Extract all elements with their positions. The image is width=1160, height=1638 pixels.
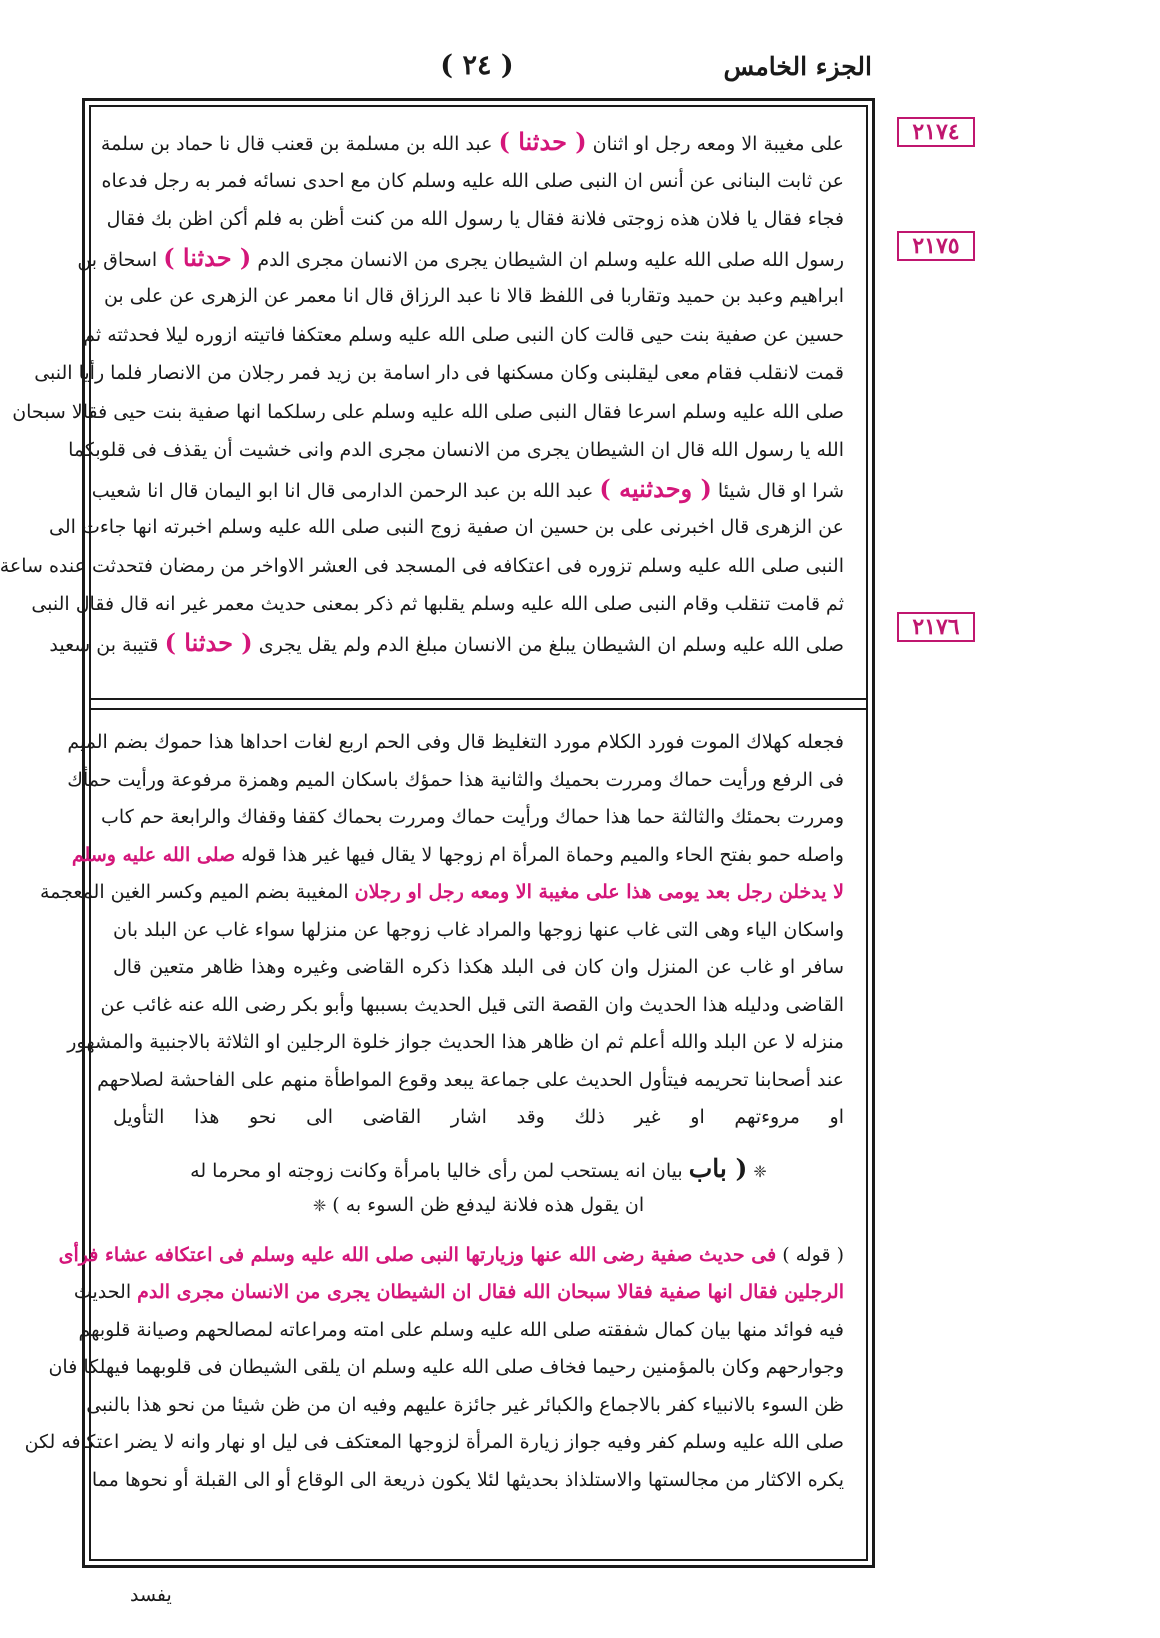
- text-line: [71, 837, 844, 875]
- chapter-heading: [113, 1151, 844, 1187]
- text-line: الله يا رسول الله قال ان الشيطان يجرى من الانسان مجرى الدم وانى خشيت أن يقذف فى قلوبكما: [68, 439, 844, 461]
- text-line: او مروءتهم او غير ذلك وقد اشار القاضى الى نحو هذا التأويل: [113, 1106, 844, 1128]
- chapter-word: ( باب: [688, 1153, 748, 1183]
- text-segment: اسحاق بن: [77, 248, 158, 271]
- spacer: [113, 1137, 844, 1151]
- text-line: ظن السوء بالانبياء كفر بالاجماع والكبائر غير جائزة عليهم وفيه ان من ظن شيئا من نحو هذا بالنبى: [86, 1393, 844, 1416]
- text-line: وجوارحهم وكان بالمؤمنين رحيما فخاف صلى الله عليه وسلم ان يلقى الشيطان فى قلوبهما فيهلكا فان: [48, 1356, 844, 1378]
- text-line: [49, 624, 844, 663]
- text-segment: المغيبة بضم الميم وكسر الغين المعجمة: [39, 881, 349, 903]
- text-line: عن الزهرى قال اخبرنى على بن حسين ان صفية زوج النبى صلى الله عليه وسلم اخبرته انها جاءت الى: [49, 516, 844, 538]
- spacer: [113, 1223, 844, 1237]
- narration-marker: ( حدثنا ): [164, 627, 253, 657]
- part-title: الجزء الخامس: [723, 52, 872, 81]
- highlighted-quote: لا يدخلن رجل بعد يومى هذا على مغيبة الا ومعه رجل او رجلان: [354, 881, 844, 903]
- text-line: يكره الاكثار من مجالستها والاستلذاذ بحديثها لئلا يكون ذريعة الى الوقاع أو الى القبلة أو نحوها مما: [91, 1468, 844, 1491]
- text-line: ومررت بحمئك والثالثة حما هذا حماك ورأيت حماك ومررت بحماك كقفا وقفاك والرابعة حم كاب: [101, 806, 844, 828]
- hadith-text-box: [0, 107, 866, 698]
- narration-marker: ( وحدثنيه ): [599, 473, 712, 503]
- text-line: منزله لا عن البلد والله أعلم ثم ان ظاهر هذا الحديث جواز خلوة الرجلين او الثلاثة بالاجنبية والمشهور: [67, 1031, 844, 1053]
- text-segment: واصله حمو بفتح الحاء والميم وحماة المرأة ام زوجها لا يقال فيها غير هذا قوله: [241, 843, 844, 866]
- text-line: قمت لانقلب فقام معى ليقلبنى وكان مسكنها فى دار اسامة بن زيد فمر رجلان من الانصار فلما رأيا النبى: [34, 362, 844, 384]
- text-line: [73, 1274, 844, 1312]
- hadith-number-badge: ٢١٧٤: [897, 117, 975, 147]
- text-line: صلى الله عليه وسلم اسرعا فقال النبى صلى الله عليه وسلم على رسلكما انها صفية بنت حيى فقالا سبحان: [12, 400, 844, 423]
- text-line: [100, 123, 844, 162]
- text-segment: رسول الله صلى الله عليه وسلم ان الشيطان يجرى من الانسان مجرى الدم: [257, 248, 844, 271]
- text-segment: على مغيبة الا ومعه رجل او اثنان: [592, 133, 844, 155]
- highlighted-quote: فى حديث صفية رضى الله عنها وزيارتها النبى صلى الله عليه وسلم فى اعتكافه عشاء فرأى: [58, 1243, 777, 1266]
- text-line: ثم قامت تنقلب وقام النبى صلى الله عليه وسلم يقلبها ثم ذكر بمعنى حديث معمر غير انه قال فقال النبى: [31, 593, 844, 615]
- commentary-box: [24, 710, 866, 1559]
- text-segment: قتيبة بن سعيد: [49, 633, 159, 656]
- text-line: [91, 470, 844, 509]
- chapter-title: ان يقول هذه فلانة ليدفع ظن السوء به ): [332, 1193, 645, 1216]
- text-line: [77, 239, 844, 278]
- ornament-icon: ❈: [312, 1195, 327, 1215]
- text-line: فى الرفع ورأيت حماك ومررت بحميك والثانية هذا حمؤك باسكان الميم وهمزة مرفوعة ورأيت حمأك: [67, 768, 844, 791]
- narration-marker: ( حدثنا ): [498, 127, 587, 156]
- text-line: القاضى ودليله هذا الحديث وان القصة التى قيل الحديث بسببها وأبو بكر رضى الله عنه غائب عن: [100, 993, 844, 1016]
- ornament-icon: ❈: [753, 1161, 767, 1181]
- text-line: حسين عن صفية بنت حيى قالت كان النبى صلى الله عليه وسلم معتكفا فاتيته ازوره ليلا فحدثته ثم: [83, 323, 844, 346]
- text-line: صلى الله عليه وسلم كفر وفيه جواز زيارة المرأة لزوجها المعتكف فى ليل او نهار وانه لا يضر اعتكافه لكن: [24, 1431, 844, 1453]
- text-segment: ( قوله ): [782, 1243, 844, 1266]
- text-line: فيه فوائد منها بيان كمال شفقته صلى الله عليه وسلم على امته ومراعاته لمصالحهم وصيانة قلوبهم: [78, 1318, 844, 1341]
- text-line: سافر او غاب عن المنزل وان كان فى البلد هكذا ذكره القاضى وغيره وهذا ظاهر متعين قال: [113, 956, 844, 978]
- highlighted-quote: صلى الله عليه وسلم: [71, 843, 236, 866]
- chapter-title: بيان انه يستحب لمن رأى خاليا بامرأة وكانت زوجته او محرما له: [190, 1159, 683, 1182]
- text-line: [39, 874, 844, 912]
- page-header: [82, 48, 872, 98]
- page-number: ( ٢٤ ): [440, 50, 514, 81]
- text-line: ابراهيم وعبد بن حميد وتقاربا فى اللفظ قالا نا عبد الرزاق قال انا معمر عن الزهرى عن على بن: [103, 285, 844, 307]
- hadith-number-badge: ٢١٧٦: [897, 612, 975, 642]
- text-line: فجاء فقال يا فلان هذه زوجتى فلانة فقال يا رسول الله من كنت أظن به فلم أكن اظن بك فقال: [106, 208, 844, 230]
- text-segment: عبد الله بن عبد الرحمن الدارمى قال انا ابو اليمان قال انا شعيب: [91, 479, 594, 502]
- text-segment: صلى الله عليه وسلم ان الشيطان يبلغ من الانسان مبلغ الدم ولم يقل يجرى: [258, 633, 844, 656]
- text-segment: عبد الله بن مسلمة بن قعنب قال نا حماد بن سلمة: [100, 133, 493, 155]
- page-frame: [0, 98, 875, 1568]
- hadith-number-badge: ٢١٧٥: [897, 231, 975, 261]
- text-line: [58, 1237, 844, 1275]
- text-line: عند أصحابنا تحريمه فيتأول الحديث على جماعة يبعد وقوع المواطأة منهم على الفاحشة لصلاحهم: [97, 1068, 844, 1091]
- text-line: عن ثابت البنانى عن أنس ان النبى صلى الله عليه وسلم كان مع احدى نسائه فمر به رجل فدعاه: [101, 169, 844, 192]
- text-segment: شرا او قال شيئا: [717, 479, 844, 502]
- text-segment: الحديث: [73, 1281, 132, 1303]
- text-line: فجعله كهلاك الموت فورد الكلام مورد التغليظ قال وفى الحم اربع لغات احداها هذا حموك بضم الميم: [67, 731, 844, 753]
- text-line: النبى صلى الله عليه وسلم تزوره فى اعتكافه فى المسجد فى العشر الاواخر من رمضان فتحدثت عنده ساعة: [0, 554, 844, 577]
- chapter-heading-continuation: [113, 1187, 844, 1223]
- highlighted-quote: الرجلين فقال انها صفية فقالا سبحان الله فقال ان الشيطان يجرى من الانسان مجرى الدم: [137, 1281, 844, 1303]
- section-divider: [91, 698, 866, 710]
- catchword: يفسد: [130, 1584, 172, 1606]
- text-line: واسكان الياء وهى التى غاب عنها زوجها والمراد غاب زوجها عن منزلها سواء غاب عن البلد بان: [113, 918, 844, 941]
- inner-frame: [0, 105, 868, 1561]
- narration-marker: ( حدثنا ): [163, 242, 252, 272]
